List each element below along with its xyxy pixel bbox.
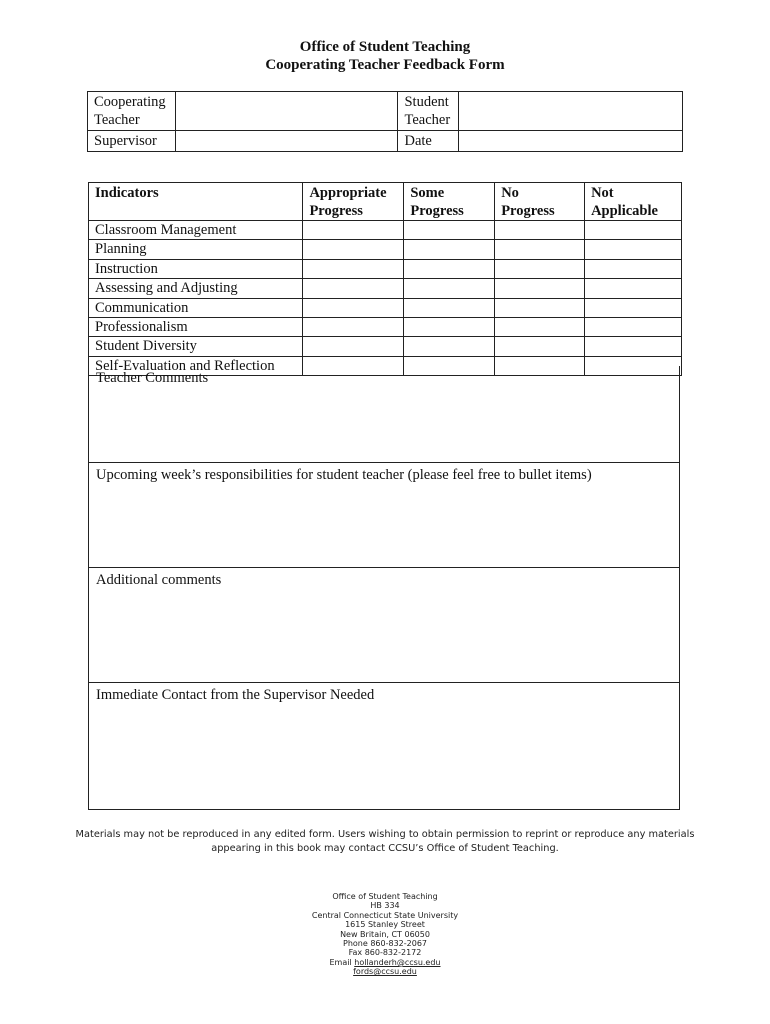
upcoming-responsibilities-label: Upcoming week’s responsibilities for student teacher (please feel free to bullet items) [96, 467, 592, 483]
info-table [87, 91, 683, 152]
footer-street: 1615 Stanley Street [345, 920, 425, 930]
indicator-row [89, 337, 682, 356]
immediate-contact-box[interactable] [88, 682, 680, 810]
header-some-progress: Some Progress [404, 183, 495, 221]
footer-room: HB 334 [370, 901, 400, 911]
rating-cell[interactable] [585, 240, 682, 259]
footer-phone: Phone 860-832-2067 [343, 939, 427, 949]
upcoming-responsibilities-box[interactable] [88, 462, 680, 568]
rating-cell[interactable] [303, 221, 404, 240]
indicator-label: Self-Evaluation and Reflection [89, 356, 303, 375]
indicator-row [89, 240, 682, 259]
indicator-label: Professionalism [89, 318, 303, 337]
date-field[interactable] [459, 131, 683, 152]
rating-cell[interactable] [404, 298, 495, 317]
indicator-label: Assessing and Adjusting [89, 279, 303, 298]
indicator-row [89, 279, 682, 298]
footer-office: Office of Student Teaching [332, 892, 438, 901]
header-no-progress: No Progress [495, 183, 585, 221]
indicator-row [89, 259, 682, 278]
rating-cell[interactable] [585, 298, 682, 317]
disclaimer: Materials may not be reproduced in any edited form. Users wishing to obtain permission to reprint or reproduce any materials appearing in this book may contact CCSU’s Office of Student Teaching. [75, 829, 695, 854]
rating-cell[interactable] [585, 318, 682, 337]
additional-comments-box[interactable] [88, 567, 680, 683]
student-teacher-field[interactable] [459, 92, 683, 131]
rating-cell[interactable] [303, 240, 404, 259]
rating-cell[interactable] [404, 221, 495, 240]
rating-cell[interactable] [404, 318, 495, 337]
rating-cell[interactable] [303, 318, 404, 337]
rating-cell[interactable] [404, 337, 495, 356]
indicator-label: Student Diversity [89, 337, 303, 356]
indicator-label: Communication [89, 298, 303, 317]
email-link-hollanderh[interactable]: hollanderh@ccsu.edu [354, 957, 441, 967]
indicator-label: Instruction [89, 259, 303, 278]
rating-cell[interactable] [404, 279, 495, 298]
footer-fax: Fax 860-832-2172 [348, 948, 422, 958]
rating-cell[interactable] [495, 318, 585, 337]
rating-cell[interactable] [585, 337, 682, 356]
date-label: Date [398, 131, 459, 152]
rating-cell[interactable] [495, 279, 585, 298]
indicator-row [89, 318, 682, 337]
rating-cell[interactable] [404, 259, 495, 278]
supervisor-label: Supervisor [88, 131, 176, 152]
rating-cell[interactable] [495, 221, 585, 240]
cooperating-teacher-field[interactable] [175, 92, 398, 131]
teacher-comments-label: Teacher Comments [96, 370, 209, 386]
student-teacher-label: Student Teacher [398, 92, 459, 131]
rating-cell[interactable] [495, 259, 585, 278]
indicator-label: Planning [89, 240, 303, 259]
immediate-contact-label: Immediate Contact from the Supervisor Needed [96, 687, 375, 703]
title-line-1: Office of Student Teaching [299, 39, 471, 55]
rating-cell[interactable] [303, 279, 404, 298]
footer-university: Central Connecticut State University [311, 910, 459, 920]
additional-comments-label: Additional comments [96, 572, 222, 588]
indicator-row [89, 298, 682, 317]
indicator-label: Classroom Management [89, 221, 303, 240]
rating-cell[interactable] [585, 221, 682, 240]
cooperating-teacher-label: Cooperating Teacher [88, 92, 176, 131]
indicators-table [88, 182, 682, 376]
indicators-header-row [89, 183, 682, 221]
rating-cell[interactable] [303, 337, 404, 356]
footer-email-line [0, 958, 770, 967]
footer-city: New Britain, CT 06050 [340, 929, 430, 939]
header-not-applicable: Not Applicable [585, 183, 682, 221]
rating-cell[interactable] [404, 240, 495, 259]
rating-cell[interactable] [303, 259, 404, 278]
rating-cell[interactable] [495, 298, 585, 317]
email-link-fords[interactable]: fords@ccsu.edu [353, 967, 417, 977]
rating-cell[interactable] [495, 240, 585, 259]
rating-cell[interactable] [303, 298, 404, 317]
footer-email-label: Email [329, 957, 352, 967]
title-line-2: Cooperating Teacher Feedback Form [265, 57, 505, 73]
rating-cell[interactable] [585, 259, 682, 278]
teacher-comments-box[interactable] [88, 366, 680, 463]
header-indicators: Indicators [89, 183, 303, 221]
supervisor-field[interactable] [175, 131, 398, 152]
form-title [0, 38, 770, 74]
footer-address [0, 892, 770, 977]
rating-cell[interactable] [585, 279, 682, 298]
rating-cell[interactable] [495, 337, 585, 356]
header-appropriate-progress: Appropriate Progress [303, 183, 404, 221]
indicator-row [89, 221, 682, 240]
